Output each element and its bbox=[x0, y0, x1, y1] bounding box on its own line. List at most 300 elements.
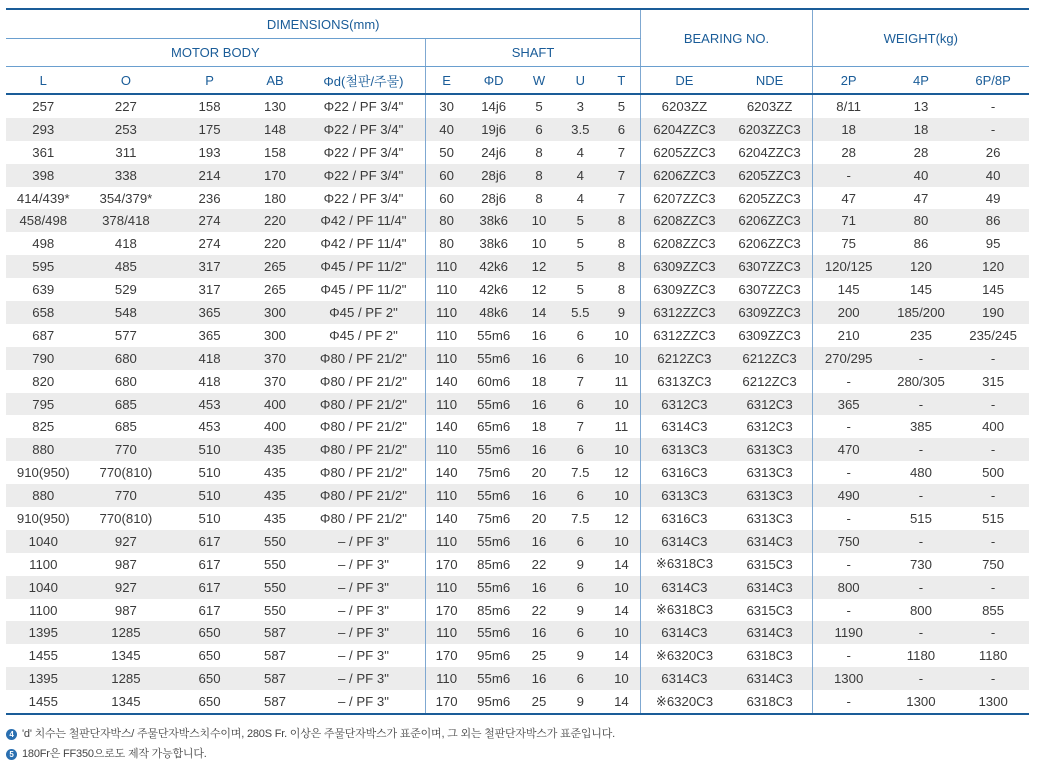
col-header-E: E bbox=[425, 67, 467, 95]
cell-weight-2p: 800 bbox=[812, 576, 885, 599]
cell-P: 175 bbox=[171, 118, 248, 141]
cell-U: 6 bbox=[558, 530, 602, 553]
cell-weight-4p: 280/305 bbox=[897, 373, 945, 389]
col-header-DE: DE bbox=[641, 67, 728, 95]
cell-E: 170 bbox=[435, 648, 458, 664]
cell-phi-D: 75m6 bbox=[477, 510, 511, 526]
cell-weight-4p: 28 bbox=[913, 144, 929, 160]
cell-L: 293 bbox=[6, 118, 81, 141]
cell-E: 140 bbox=[435, 465, 458, 481]
cell-P: 453 bbox=[198, 419, 221, 435]
cell-W: 16 bbox=[520, 393, 558, 416]
table-row bbox=[6, 690, 1029, 714]
cell-T: 8 bbox=[602, 278, 640, 301]
cell-weight-4p: 80 bbox=[885, 209, 958, 232]
cell-U: 3 bbox=[576, 98, 584, 114]
col-header-W: W bbox=[520, 67, 558, 95]
cell-weight-4p: 86 bbox=[913, 236, 929, 252]
cell-T: 8 bbox=[602, 232, 640, 255]
cell-bearing-de: 6314C3 bbox=[641, 621, 728, 644]
cell-E: 110 bbox=[425, 530, 467, 553]
cell-P: 418 bbox=[171, 347, 248, 370]
cell-L: 595 bbox=[6, 255, 81, 278]
cell-E: 140 bbox=[435, 510, 458, 526]
cell-U: 6 bbox=[558, 347, 602, 370]
cell-O: 577 bbox=[114, 327, 137, 343]
cell-phi-D: 38k6 bbox=[467, 209, 519, 232]
cell-bearing-de: 6204ZZC3 bbox=[641, 118, 728, 141]
cell-O: 1345 bbox=[81, 690, 172, 714]
cell-O: 311 bbox=[115, 144, 137, 160]
cell-W: 16 bbox=[520, 621, 558, 644]
cell-weight-6p8p: - bbox=[957, 347, 1029, 370]
cell-phi-D: 55m6 bbox=[467, 576, 519, 599]
cell-U: 4 bbox=[576, 144, 584, 160]
cell-W: 8 bbox=[535, 144, 543, 160]
cell-phi-d: Φ42 / PF 11/4" bbox=[302, 232, 425, 255]
cell-L: 795 bbox=[6, 393, 81, 416]
cell-bearing-de: 6316C3 bbox=[661, 465, 708, 481]
cell-weight-4p: 235 bbox=[909, 327, 932, 343]
cell-weight-4p: - bbox=[885, 484, 958, 507]
note-number-badge: 5 bbox=[6, 749, 17, 760]
cell-weight-2p: - bbox=[812, 164, 885, 187]
cell-bearing-nde: 6312C3 bbox=[727, 393, 812, 416]
cell-bearing-de: ※6318C3 bbox=[655, 556, 714, 572]
cell-U: 3.5 bbox=[558, 118, 602, 141]
cell-E: 80 bbox=[439, 236, 454, 252]
cell-bearing-de: 6314C3 bbox=[641, 667, 728, 690]
table-row bbox=[6, 599, 1029, 622]
cell-T: 7 bbox=[602, 187, 640, 210]
cell-weight-6p8p: 315 bbox=[982, 373, 1005, 389]
cell-O: 927 bbox=[81, 576, 172, 599]
cell-AB: 220 bbox=[264, 236, 287, 252]
cell-phi-d: Φ80 / PF 21/2" bbox=[302, 484, 425, 507]
cell-L: 1100 bbox=[29, 602, 58, 618]
cell-W: 12 bbox=[520, 255, 558, 278]
footnote-4 bbox=[6, 724, 615, 744]
cell-weight-6p8p: - bbox=[990, 98, 996, 114]
cell-W: 8 bbox=[520, 164, 558, 187]
table-row bbox=[6, 415, 1029, 438]
cell-O: 378/418 bbox=[81, 209, 172, 232]
cell-phi-D: 48k6 bbox=[467, 301, 519, 324]
cell-phi-D: 14j6 bbox=[481, 98, 507, 114]
cell-weight-6p8p: 235/245 bbox=[969, 327, 1017, 343]
cell-P: 617 bbox=[198, 556, 221, 572]
cell-AB: 587 bbox=[248, 621, 302, 644]
cell-O: 338 bbox=[81, 164, 172, 187]
cell-O: 1345 bbox=[111, 648, 141, 664]
cell-P: 418 bbox=[198, 373, 221, 389]
cell-T: 11 bbox=[602, 415, 640, 438]
cell-W: 16 bbox=[520, 576, 558, 599]
cell-phi-d: – / PF 3" bbox=[302, 530, 425, 553]
col-header-O: O bbox=[81, 67, 172, 95]
cell-bearing-de: 6312ZZC3 bbox=[641, 301, 728, 324]
cell-T: 7 bbox=[602, 164, 640, 187]
cell-phi-D: 24j6 bbox=[481, 144, 507, 160]
cell-bearing-nde: 6313C3 bbox=[727, 507, 812, 530]
cell-weight-4p: 18 bbox=[885, 118, 958, 141]
cell-weight-6p8p: 40 bbox=[957, 164, 1029, 187]
table-row bbox=[6, 553, 1029, 576]
cell-phi-d: Φ22 / PF 3/4" bbox=[302, 94, 425, 118]
cell-O: 770(810) bbox=[99, 510, 153, 526]
table-row bbox=[6, 94, 1029, 118]
cell-weight-6p8p: - bbox=[957, 438, 1029, 461]
cell-O: 680 bbox=[81, 347, 172, 370]
cell-U: 6 bbox=[558, 576, 602, 599]
table-row bbox=[6, 644, 1029, 667]
cell-T: 10 bbox=[602, 576, 640, 599]
table-row bbox=[6, 667, 1029, 690]
cell-O: 770 bbox=[81, 438, 172, 461]
cell-phi-d: Φ42 / PF 11/4" bbox=[302, 209, 425, 232]
cell-bearing-nde: 6206ZZC3 bbox=[727, 232, 812, 255]
cell-phi-d: Φ22 / PF 3/4" bbox=[302, 141, 425, 164]
cell-bearing-nde: 6205ZZC3 bbox=[727, 164, 812, 187]
footnote-text: 180Fr은 FF350으로도 제작 가능합니다. bbox=[22, 748, 207, 760]
cell-E: 170 bbox=[425, 690, 467, 714]
cell-U: 5 bbox=[558, 255, 602, 278]
cell-weight-6p8p: 500 bbox=[982, 465, 1005, 481]
cell-weight-6p8p: 26 bbox=[985, 144, 1001, 160]
weight-header: WEIGHT(kg) bbox=[812, 9, 1029, 67]
cell-phi-D: 28j6 bbox=[481, 190, 507, 206]
cell-phi-D: 55m6 bbox=[467, 393, 519, 416]
cell-weight-2p: 365 bbox=[812, 393, 885, 416]
cell-weight-2p: 18 bbox=[812, 118, 885, 141]
cell-E: 40 bbox=[425, 118, 467, 141]
cell-bearing-nde: 6315C3 bbox=[727, 553, 812, 576]
cell-bearing-nde: 6203ZZ bbox=[727, 94, 812, 118]
cell-U: 7 bbox=[576, 419, 584, 435]
cell-phi-d: Φ45 / PF 2" bbox=[302, 324, 425, 347]
cell-weight-6p8p: - bbox=[957, 393, 1029, 416]
cell-weight-2p: 120/125 bbox=[812, 255, 885, 278]
cell-phi-D: 55m6 bbox=[467, 484, 519, 507]
cell-phi-d: Φ45 / PF 2" bbox=[302, 301, 425, 324]
cell-W: 10 bbox=[531, 236, 547, 252]
cell-phi-D: 42k6 bbox=[479, 282, 508, 298]
cell-L: 1455 bbox=[6, 690, 81, 714]
cell-AB: 300 bbox=[264, 327, 287, 343]
cell-U: 9 bbox=[576, 556, 584, 572]
cell-O: 770 bbox=[81, 484, 172, 507]
cell-weight-6p8p: - bbox=[957, 118, 1029, 141]
cell-bearing-nde: 6307ZZC3 bbox=[727, 255, 812, 278]
cell-AB: 587 bbox=[264, 648, 287, 664]
cell-weight-4p: 1300 bbox=[885, 690, 958, 714]
cell-weight-2p: - bbox=[846, 465, 851, 481]
cell-AB: 550 bbox=[264, 556, 287, 572]
cell-W: 25 bbox=[531, 648, 547, 664]
cell-phi-d: – / PF 3" bbox=[302, 553, 425, 576]
cell-bearing-de: 6316C3 bbox=[661, 510, 708, 526]
cell-bearing-de: 6309ZZC3 bbox=[641, 255, 728, 278]
cell-phi-d: Φ80 / PF 21/2" bbox=[302, 507, 425, 530]
footnotes bbox=[6, 724, 615, 764]
cell-E: 110 bbox=[436, 327, 458, 343]
cell-P: 650 bbox=[171, 667, 248, 690]
cell-phi-D: 55m6 bbox=[467, 347, 519, 370]
cell-AB: 370 bbox=[264, 373, 287, 389]
cell-weight-4p: - bbox=[885, 393, 958, 416]
cell-O: 253 bbox=[81, 118, 172, 141]
cell-phi-d: – / PF 3" bbox=[302, 644, 425, 667]
cell-U: 9 bbox=[576, 648, 584, 664]
cell-bearing-nde: 6212ZC3 bbox=[727, 347, 812, 370]
cell-T: 10 bbox=[602, 347, 640, 370]
cell-weight-6p8p: 750 bbox=[982, 556, 1005, 572]
cell-bearing-nde: 6309ZZC3 bbox=[727, 324, 812, 347]
cell-weight-4p: - bbox=[885, 667, 958, 690]
cell-phi-d: Φ80 / PF 21/2" bbox=[302, 347, 425, 370]
cell-bearing-de: ※6320C3 bbox=[641, 690, 728, 714]
col-header-6P8P: 6P/8P bbox=[957, 67, 1029, 95]
col-header-4P: 4P bbox=[885, 67, 958, 95]
cell-bearing-nde: 6313C3 bbox=[727, 461, 812, 484]
cell-phi-d: – / PF 3" bbox=[302, 621, 425, 644]
cell-P: 365 bbox=[198, 327, 221, 343]
cell-P: 317 bbox=[171, 255, 248, 278]
cell-E: 110 bbox=[425, 347, 467, 370]
cell-O: 987 bbox=[114, 602, 137, 618]
cell-phi-D: 60m6 bbox=[477, 373, 511, 389]
cell-E: 60 bbox=[425, 164, 467, 187]
cell-bearing-nde: 6314C3 bbox=[727, 667, 812, 690]
cell-bearing-de: ※6318C3 bbox=[655, 602, 714, 618]
cell-weight-2p: 1300 bbox=[812, 667, 885, 690]
cell-phi-d: Φ80 / PF 21/2" bbox=[302, 393, 425, 416]
cell-weight-4p: 145 bbox=[909, 282, 932, 298]
cell-T: 14 bbox=[602, 644, 640, 667]
cell-L: 687 bbox=[32, 327, 55, 343]
cell-E: 110 bbox=[425, 255, 467, 278]
cell-P: 650 bbox=[171, 690, 248, 714]
cell-L: 790 bbox=[6, 347, 81, 370]
cell-bearing-de: 6313C3 bbox=[641, 484, 728, 507]
cell-phi-D: 95m6 bbox=[467, 690, 519, 714]
cell-bearing-de: 6208ZZC3 bbox=[653, 236, 716, 252]
cell-P: 453 bbox=[171, 393, 248, 416]
cell-phi-d: Φ45 / PF 11/2" bbox=[302, 255, 425, 278]
table-row bbox=[6, 370, 1029, 393]
table-body bbox=[6, 94, 1029, 714]
cell-bearing-de: 6203ZZ bbox=[661, 98, 708, 114]
table-row bbox=[6, 484, 1029, 507]
cell-P: 617 bbox=[198, 602, 221, 618]
cell-O: 927 bbox=[81, 530, 172, 553]
cell-L: 825 bbox=[32, 419, 55, 435]
cell-bearing-de: 6312ZZC3 bbox=[653, 327, 716, 343]
cell-AB: 550 bbox=[248, 530, 302, 553]
cell-AB: 265 bbox=[248, 255, 302, 278]
cell-AB: 550 bbox=[248, 576, 302, 599]
cell-E: 170 bbox=[435, 602, 458, 618]
cell-P: 510 bbox=[171, 438, 248, 461]
cell-weight-6p8p: 145 bbox=[982, 282, 1005, 298]
cell-T: 8 bbox=[602, 209, 640, 232]
cell-W: 16 bbox=[520, 438, 558, 461]
cell-weight-4p: 480 bbox=[909, 465, 932, 481]
cell-phi-d: Φ80 / PF 21/2" bbox=[302, 370, 425, 393]
cell-L: 910(950) bbox=[16, 510, 70, 526]
cell-O: 548 bbox=[81, 301, 172, 324]
cell-weight-4p: 515 bbox=[909, 510, 932, 526]
cell-W: 5 bbox=[535, 98, 543, 114]
cell-bearing-de: 6212ZC3 bbox=[641, 347, 728, 370]
cell-weight-2p: 75 bbox=[841, 236, 856, 252]
cell-U: 6 bbox=[558, 667, 602, 690]
cell-weight-6p8p: - bbox=[957, 667, 1029, 690]
cell-weight-4p: - bbox=[885, 576, 958, 599]
cell-phi-d: Φ80 / PF 21/2" bbox=[302, 438, 425, 461]
cell-U: 7 bbox=[576, 373, 584, 389]
cell-L: 1040 bbox=[6, 576, 81, 599]
cell-P: 274 bbox=[171, 209, 248, 232]
cell-T: 10 bbox=[602, 621, 640, 644]
cell-phi-d: – / PF 3" bbox=[302, 690, 425, 714]
cell-bearing-nde: 6318C3 bbox=[727, 644, 812, 667]
cell-weight-4p: 185/200 bbox=[885, 301, 958, 324]
cell-L: 1395 bbox=[6, 667, 81, 690]
cell-phi-D: 28j6 bbox=[467, 164, 519, 187]
cell-bearing-nde: 6314C3 bbox=[727, 576, 812, 599]
bearing-header: BEARING NO. bbox=[641, 9, 812, 67]
cell-bearing-nde: 6205ZZC3 bbox=[727, 187, 812, 210]
cell-T: 10 bbox=[602, 324, 640, 347]
cell-T: 8 bbox=[602, 255, 640, 278]
cell-weight-6p8p: 49 bbox=[985, 190, 1001, 206]
cell-weight-2p: 1190 bbox=[812, 621, 885, 644]
cell-bearing-de: 6207ZZC3 bbox=[653, 190, 716, 206]
cell-weight-6p8p: 86 bbox=[957, 209, 1029, 232]
cell-weight-6p8p: 95 bbox=[985, 236, 1001, 252]
cell-phi-D: 19j6 bbox=[467, 118, 519, 141]
cell-phi-D: 85m6 bbox=[477, 556, 511, 572]
cell-U: 5 bbox=[558, 209, 602, 232]
cell-weight-2p: - bbox=[812, 690, 885, 714]
cell-phi-D: 42k6 bbox=[467, 255, 519, 278]
cell-weight-6p8p: - bbox=[957, 484, 1029, 507]
cell-P: 650 bbox=[198, 648, 221, 664]
cell-weight-4p: 40 bbox=[885, 164, 958, 187]
cell-O: 680 bbox=[114, 373, 137, 389]
cell-T: 14 bbox=[602, 599, 640, 622]
cell-E: 110 bbox=[425, 621, 467, 644]
cell-weight-2p: 8/11 bbox=[836, 98, 861, 114]
cell-weight-2p: - bbox=[846, 510, 851, 526]
cell-T: 14 bbox=[602, 553, 640, 576]
cell-bearing-nde: 6307ZZC3 bbox=[727, 278, 812, 301]
cell-AB: 300 bbox=[248, 301, 302, 324]
cell-phi-D: 55m6 bbox=[477, 327, 511, 343]
cell-weight-4p: 385 bbox=[909, 419, 932, 435]
cell-W: 16 bbox=[520, 667, 558, 690]
cell-W: 16 bbox=[520, 484, 558, 507]
cell-phi-D: 55m6 bbox=[467, 621, 519, 644]
cell-W: 18 bbox=[531, 373, 547, 389]
cell-bearing-de: 6314C3 bbox=[661, 419, 708, 435]
table-row bbox=[6, 209, 1029, 232]
cell-U: 5 bbox=[576, 236, 584, 252]
cell-bearing-nde: 6314C3 bbox=[727, 530, 812, 553]
cell-P: 510 bbox=[198, 465, 221, 481]
cell-weight-6p8p: 1180 bbox=[978, 648, 1008, 664]
cell-W: 16 bbox=[520, 530, 558, 553]
cell-L: 1100 bbox=[29, 556, 58, 572]
table-row bbox=[6, 461, 1029, 484]
cell-T: 9 bbox=[602, 301, 640, 324]
cell-O: 770(810) bbox=[99, 465, 153, 481]
cell-U: 7.5 bbox=[571, 465, 590, 481]
table-row bbox=[6, 232, 1029, 255]
table-row bbox=[6, 438, 1029, 461]
cell-L: 910(950) bbox=[16, 465, 70, 481]
cell-bearing-nde: 6206ZZC3 bbox=[727, 209, 812, 232]
cell-phi-d: – / PF 3" bbox=[302, 576, 425, 599]
cell-weight-2p: 28 bbox=[841, 144, 856, 160]
cell-bearing-de: 6208ZZC3 bbox=[641, 209, 728, 232]
cell-weight-2p: 145 bbox=[837, 282, 860, 298]
cell-W: 20 bbox=[531, 465, 547, 481]
cell-AB: 550 bbox=[264, 602, 287, 618]
cell-U: 6 bbox=[558, 484, 602, 507]
table-row bbox=[6, 301, 1029, 324]
cell-T: 10 bbox=[602, 484, 640, 507]
cell-AB: 435 bbox=[248, 484, 302, 507]
cell-AB: 370 bbox=[248, 347, 302, 370]
cell-bearing-nde: 6309ZZC3 bbox=[727, 301, 812, 324]
cell-U: 5.5 bbox=[558, 301, 602, 324]
cell-U: 7.5 bbox=[571, 510, 590, 526]
cell-weight-6p8p: 515 bbox=[982, 510, 1005, 526]
cell-phi-d: Φ45 / PF 11/2" bbox=[302, 278, 425, 301]
table-row bbox=[6, 278, 1029, 301]
col-header-U: U bbox=[558, 67, 602, 95]
cell-T: 12 bbox=[602, 507, 640, 530]
cell-bearing-nde: 6313C3 bbox=[727, 438, 812, 461]
cell-T: 6 bbox=[602, 118, 640, 141]
cell-weight-4p: 1180 bbox=[906, 648, 936, 664]
cell-AB: 265 bbox=[264, 282, 287, 298]
cell-weight-2p: 47 bbox=[841, 190, 856, 206]
cell-U: 6 bbox=[576, 327, 584, 343]
cell-E: 60 bbox=[439, 190, 454, 206]
note-number-badge: 4 bbox=[6, 729, 17, 740]
cell-P: 510 bbox=[198, 510, 221, 526]
cell-P: 158 bbox=[198, 98, 221, 114]
cell-L: 257 bbox=[32, 98, 55, 114]
cell-L: 458/498 bbox=[6, 209, 81, 232]
col-header-2P: 2P bbox=[812, 67, 885, 95]
table-row bbox=[6, 530, 1029, 553]
cell-phi-d: – / PF 3" bbox=[302, 667, 425, 690]
cell-L: 639 bbox=[32, 282, 55, 298]
cell-T: 10 bbox=[602, 530, 640, 553]
cell-P: 193 bbox=[198, 144, 221, 160]
cell-L: 1395 bbox=[6, 621, 81, 644]
cell-AB: 400 bbox=[248, 393, 302, 416]
cell-W: 12 bbox=[531, 282, 547, 298]
cell-phi-d: Φ80 / PF 21/2" bbox=[302, 415, 425, 438]
cell-weight-2p: - bbox=[846, 556, 851, 572]
cell-O: 227 bbox=[114, 98, 137, 114]
cell-U: 6 bbox=[558, 621, 602, 644]
